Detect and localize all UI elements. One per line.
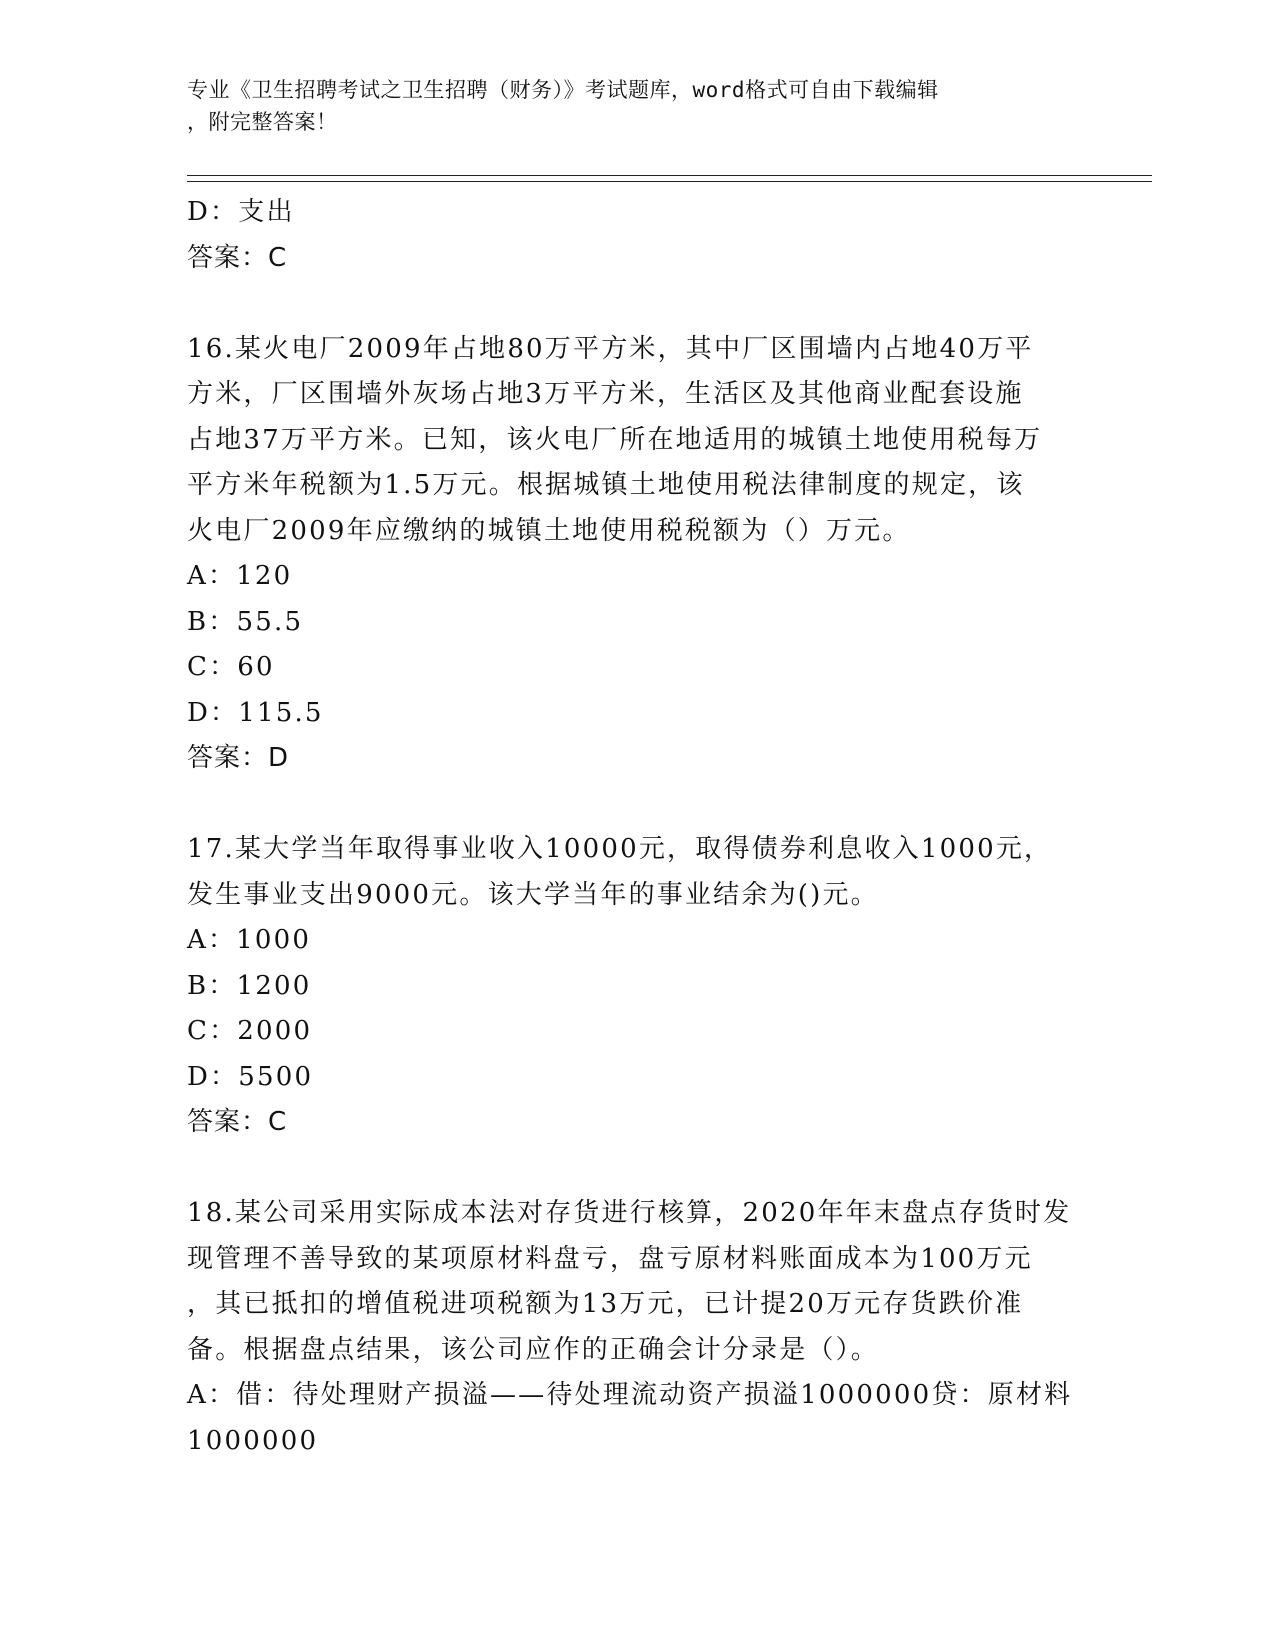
- question-text-line: 18.某公司采用实际成本法对存货进行核算，2020年年末盘点存货时发: [187, 1198, 1072, 1228]
- header-divider-bottom: [187, 181, 1152, 182]
- header-divider-top: [187, 175, 1152, 176]
- answer-line: 答案：D: [187, 743, 290, 773]
- question-text-line: 发生事业支出9000元。该大学当年的事业结余为()元。: [187, 879, 879, 910]
- answer-line: 答案：C: [187, 1107, 288, 1137]
- question-17: [187, 827, 1087, 1146]
- spacer: [187, 1146, 1087, 1192]
- question-text-line: 备。根据盘点结果，该公司应作的正确会计分录是（）。: [187, 1334, 880, 1365]
- option-d: D：支出: [187, 197, 295, 227]
- spacer: [187, 281, 1087, 327]
- previous-question-tail: [187, 190, 1087, 281]
- question-text-line: 占地37万平方米。已知，该火电厂所在地适用的城镇土地使用税每万: [187, 424, 1043, 455]
- question-text-line: 火电厂2009年应缴纳的城镇土地使用税税额为（）万元。: [187, 515, 911, 546]
- option-a-continuation: 1000000: [187, 1425, 319, 1456]
- option-a: A：120: [187, 561, 293, 591]
- question-18: [187, 1191, 1087, 1464]
- question-text-line: 现管理不善导致的某项原材料盘亏，盘亏原材料账面成本为100万元: [187, 1243, 1033, 1274]
- question-16: [187, 327, 1087, 782]
- question-text-line: 平方米年税额为1.5万元。根据城镇土地使用税法律制度的规定，该: [187, 470, 1025, 500]
- option-d: D：5500: [187, 1061, 314, 1092]
- question-text-line: 17.某大学当年取得事业收入10000元，取得债券利息收入1000元，: [187, 834, 1053, 864]
- answer-line: 答案：C: [187, 242, 288, 273]
- option-c: C：60: [187, 652, 275, 682]
- header-line-1: 专业《卫生招聘考试之卫生招聘（财务）》考试题库，word格式可自由下载编辑: [187, 78, 939, 102]
- option-d: D：115.5: [187, 697, 324, 728]
- option-a: A：借：待处理财产损溢——待处理流动资产损溢1000000贷：原材料: [187, 1380, 1073, 1410]
- question-text-line: ，其已抵扣的增值税进项税额为13万元，已计提20万元存货跌价准: [187, 1289, 1024, 1319]
- header-line-2: ，附完整答案！: [187, 110, 338, 134]
- option-b: B：1200: [187, 970, 312, 1001]
- spacer: [187, 782, 1087, 828]
- question-text-line: 方米，厂区围墙外灰场占地3万平方米，生活区及其他商业配套设施: [187, 379, 1024, 409]
- question-content: [187, 190, 1087, 1464]
- option-b: B：55.5: [187, 606, 304, 637]
- option-a: A：1000: [187, 925, 312, 955]
- option-c: C：2000: [187, 1016, 313, 1046]
- question-text-line: 16.某火电厂2009年占地80万平方米，其中厂区围墙内占地40万平: [187, 333, 1034, 364]
- page-header: [187, 74, 1087, 138]
